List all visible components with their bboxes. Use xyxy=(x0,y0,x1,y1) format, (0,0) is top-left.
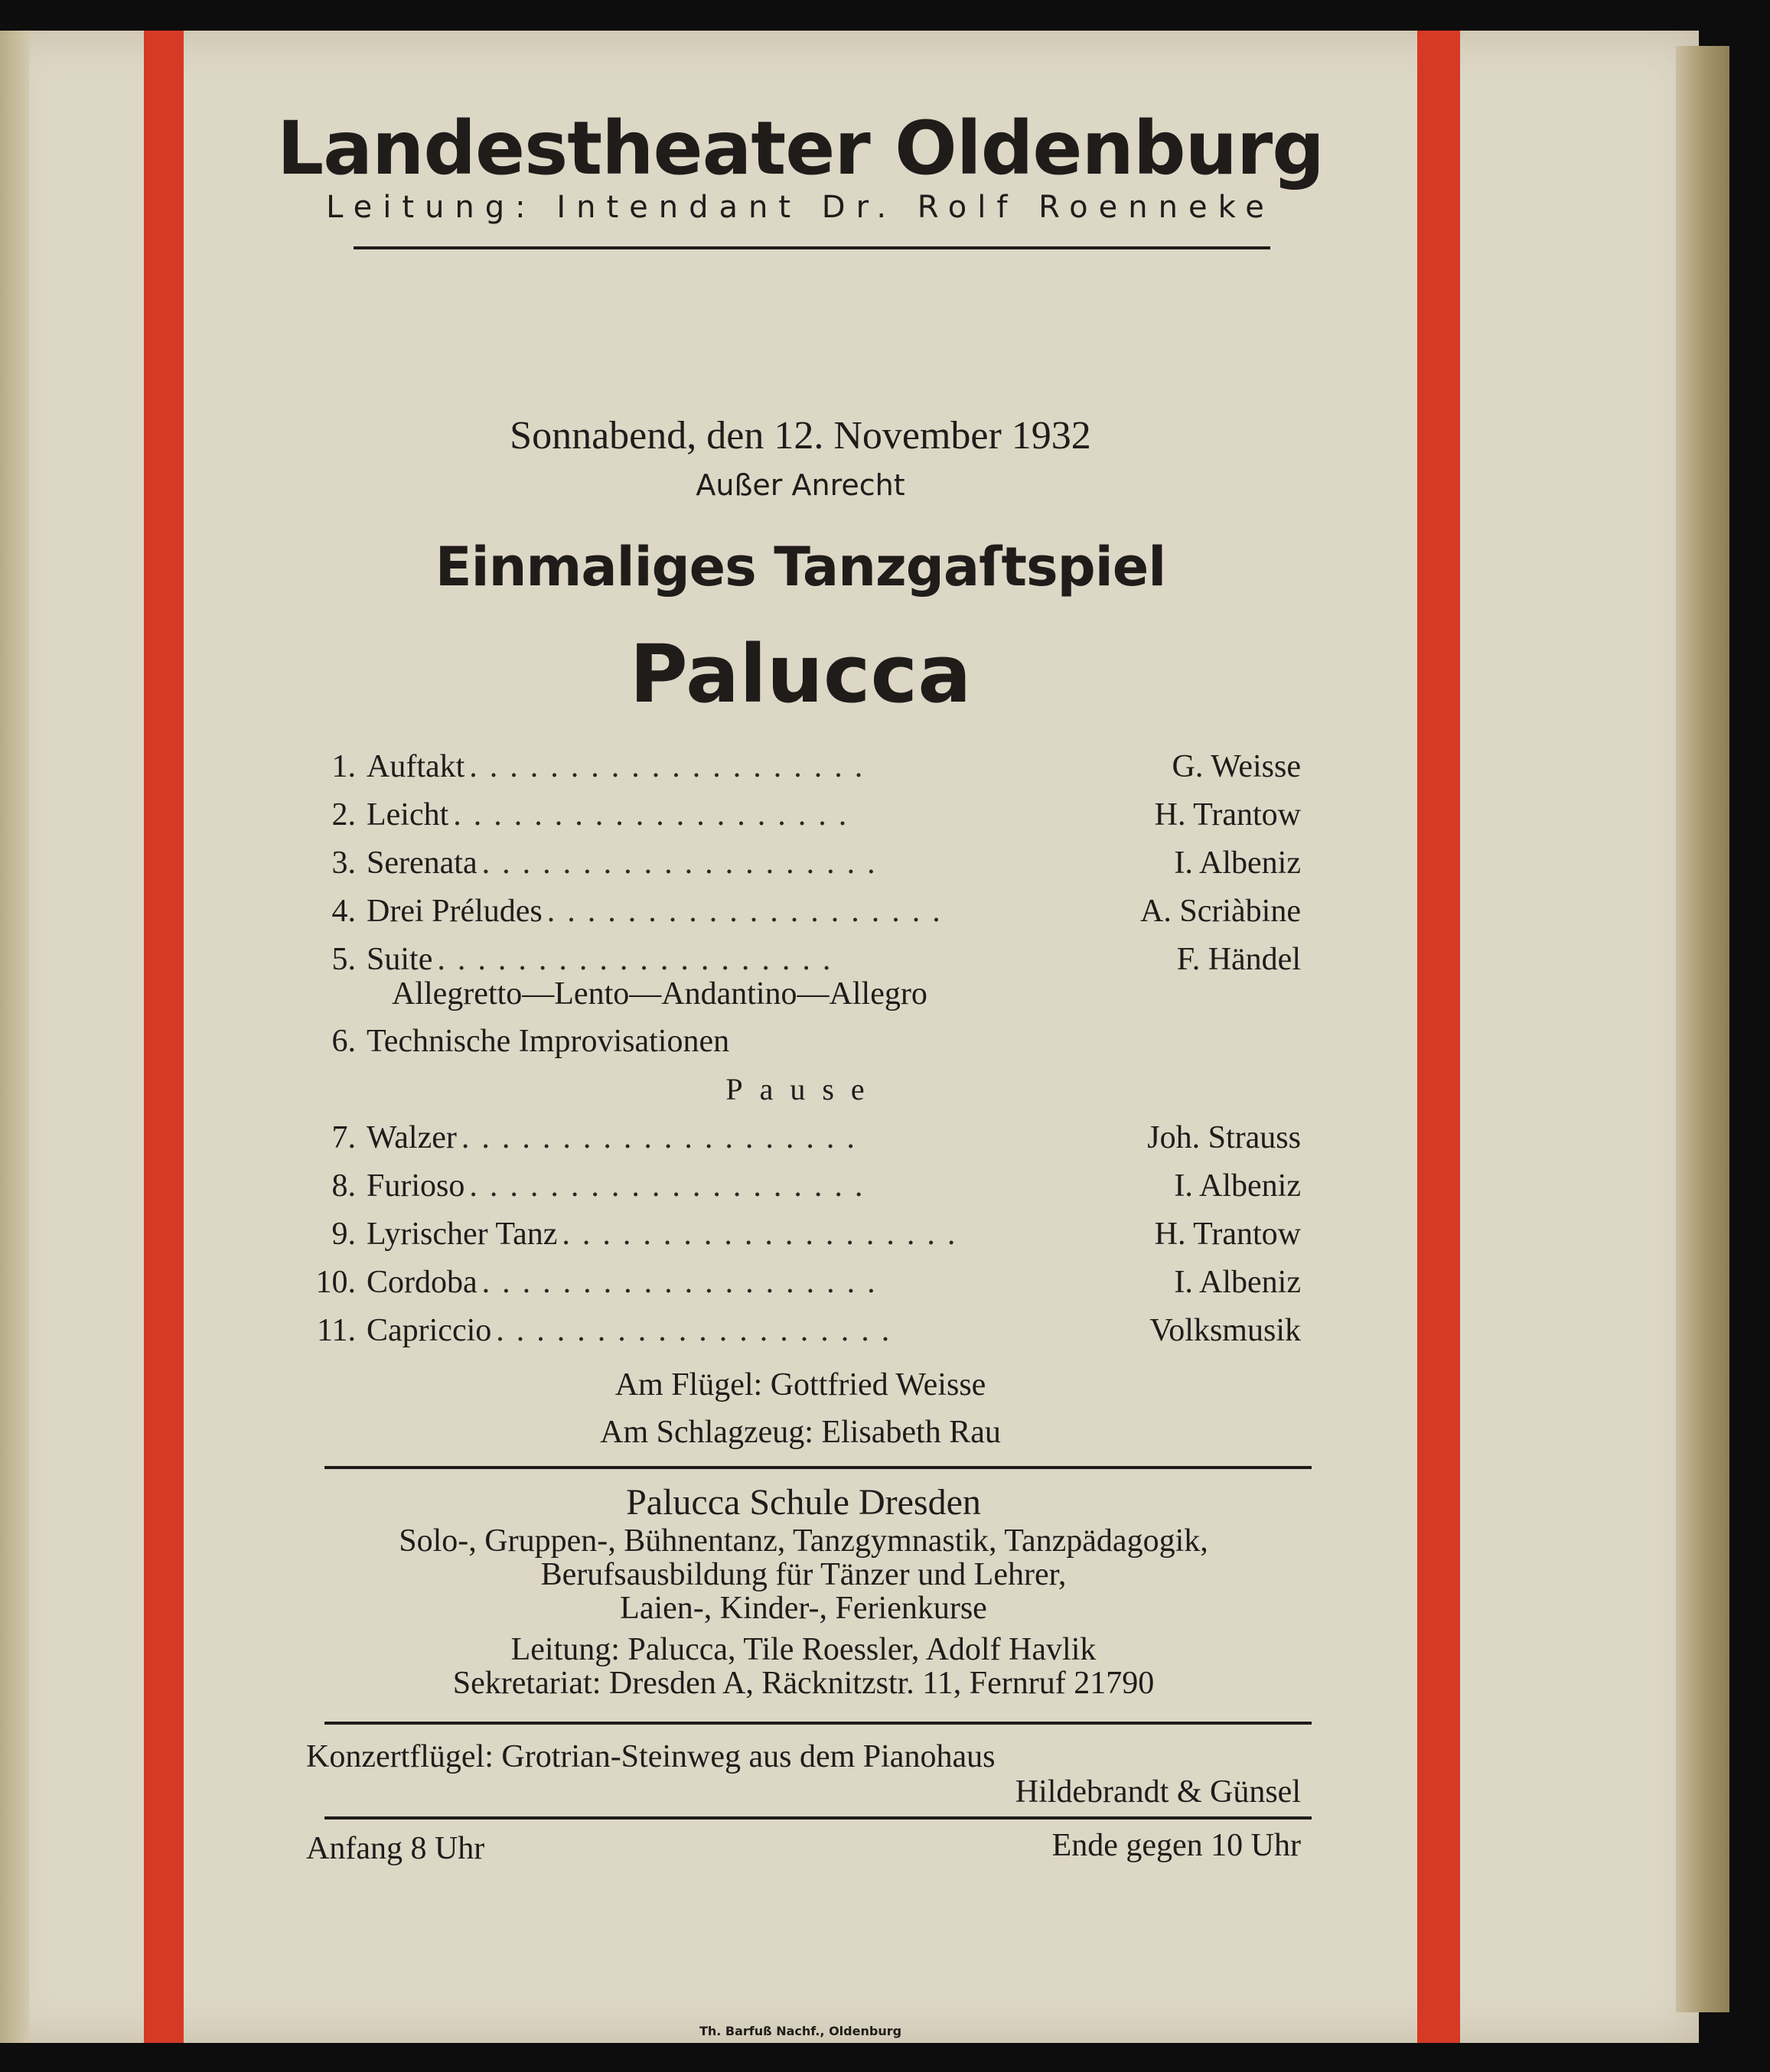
school-advertisement xyxy=(306,1481,1301,1700)
item-title: Serenata xyxy=(367,845,478,881)
event-title: Einmaliges Tanzgaſtspiel xyxy=(435,536,1166,598)
item-number: 11. xyxy=(317,1313,356,1348)
leader-dots: .................... xyxy=(469,1168,875,1204)
leader-dots: .................... xyxy=(496,1313,902,1348)
leader-dots: .................... xyxy=(461,1120,867,1155)
theater-direction: Leitung: Intendant Dr. Rolf Roenneke xyxy=(326,190,1275,225)
item-title: Capriccio xyxy=(367,1313,492,1348)
leader-dots: .................... xyxy=(546,894,953,929)
item-composer: I. Albeniz xyxy=(1174,1168,1301,1204)
program-sheet xyxy=(184,31,1417,2043)
item-number: 4. xyxy=(331,894,356,929)
leader-dots: .................... xyxy=(562,1217,968,1252)
program-item xyxy=(306,1023,1301,1071)
pianist-credit: Am Flügel: Gottfried Weisse xyxy=(614,1367,986,1403)
school-name: Palucca Schule Dresden xyxy=(626,1482,981,1523)
item-composer: I. Albeniz xyxy=(1174,1265,1301,1300)
times-top-rule xyxy=(324,1816,1312,1820)
item-number: 7. xyxy=(331,1120,356,1155)
item-number: 2. xyxy=(331,797,356,832)
item-number: 8. xyxy=(331,1168,356,1204)
item-title: Walzer xyxy=(367,1120,457,1155)
program-item xyxy=(306,1119,1301,1168)
school-classes: Laien-, Kinder-, Ferienkurse xyxy=(620,1591,987,1626)
program-item xyxy=(306,941,1301,989)
item-composer: H. Trantow xyxy=(1154,797,1301,832)
item-composer: Volksmusik xyxy=(1149,1313,1301,1348)
item-number: 6. xyxy=(331,1024,356,1059)
item-composer: F. Händel xyxy=(1176,942,1301,977)
header-rule xyxy=(354,246,1270,249)
school-directors: Leitung: Palucca, Tile Roessler, Adolf Havlik xyxy=(510,1632,1097,1667)
item-title: Leicht xyxy=(367,797,449,832)
performer-name: Palucca xyxy=(629,627,972,721)
school-top-rule xyxy=(324,1466,1312,1469)
item-title: Furioso xyxy=(367,1168,465,1204)
school-training: Berufsausbildung für Tänzer und Lehrer, xyxy=(540,1557,1067,1592)
item-title: Drei Préludes xyxy=(367,894,543,929)
item-number: 10. xyxy=(315,1265,356,1300)
program-item xyxy=(306,1168,1301,1216)
piano-top-rule xyxy=(324,1722,1312,1725)
piano-dealer: Hildebrandt & Günsel xyxy=(1015,1774,1301,1810)
program-item xyxy=(306,797,1301,845)
item-number: 1. xyxy=(331,749,356,784)
leader-dots: .................... xyxy=(437,942,843,977)
program-list xyxy=(306,748,1301,1360)
end-time: Ende gegen 10 Uhr xyxy=(1051,1828,1301,1863)
intermission: Pause xyxy=(725,1072,882,1106)
school-courses: Solo-, Gruppen-, Bühnentanz, Tanzgymnastik, Tanzpädagogik, xyxy=(399,1523,1208,1559)
program-item xyxy=(306,1216,1301,1264)
program-item xyxy=(306,893,1301,941)
leader-dots: .................... xyxy=(481,845,888,881)
program-item xyxy=(306,748,1301,797)
red-border-right xyxy=(1417,31,1460,2043)
red-border-left xyxy=(144,31,184,2043)
item-title: Cordoba xyxy=(367,1265,478,1300)
school-office: Sekretariat: Dresden A, Räcknitzstr. 11, Fernruf 21790 xyxy=(452,1666,1155,1701)
item-composer: Joh. Strauss xyxy=(1147,1120,1301,1155)
item-number: 5. xyxy=(331,942,356,977)
theater-title: Landestheater Oldenburg xyxy=(277,106,1324,191)
event-date: Sonnabend, den 12. November 1932 xyxy=(510,414,1091,458)
item-title: Technische Improvisationen xyxy=(367,1024,730,1059)
subscription-note: Außer Anrecht xyxy=(696,468,905,502)
page-left-edge xyxy=(0,31,29,2043)
item-composer: A. Scriàbine xyxy=(1140,894,1301,929)
program-item xyxy=(306,1264,1301,1312)
leader-dots: .................... xyxy=(469,749,875,784)
item-number: 3. xyxy=(331,845,356,881)
program-item xyxy=(306,845,1301,893)
leader-dots: .................... xyxy=(453,797,859,832)
suite-movements: Allegretto—Lento—Andantino—Allegro xyxy=(392,976,927,1012)
item-composer: H. Trantow xyxy=(1154,1217,1301,1252)
leader-dots: .................... xyxy=(481,1265,888,1300)
item-composer: I. Albeniz xyxy=(1174,845,1301,881)
percussionist-credit: Am Schlagzeug: Elisabeth Rau xyxy=(600,1415,1001,1450)
item-number: 9. xyxy=(331,1217,356,1252)
printer-imprint: Th. Barfuß Nachf., Oldenburg xyxy=(699,2024,902,2038)
page-right-edge xyxy=(1676,46,1729,2012)
start-time: Anfang 8 Uhr xyxy=(306,1831,485,1866)
program-item xyxy=(306,1312,1301,1360)
item-composer: G. Weisse xyxy=(1172,749,1301,784)
item-title: Lyrischer Tanz xyxy=(367,1217,558,1252)
item-title: Suite xyxy=(367,942,433,977)
piano-sponsor: Konzertflügel: Grotrian-Steinweg aus dem Pianohaus xyxy=(306,1739,996,1774)
item-title: Auftakt xyxy=(367,749,465,784)
